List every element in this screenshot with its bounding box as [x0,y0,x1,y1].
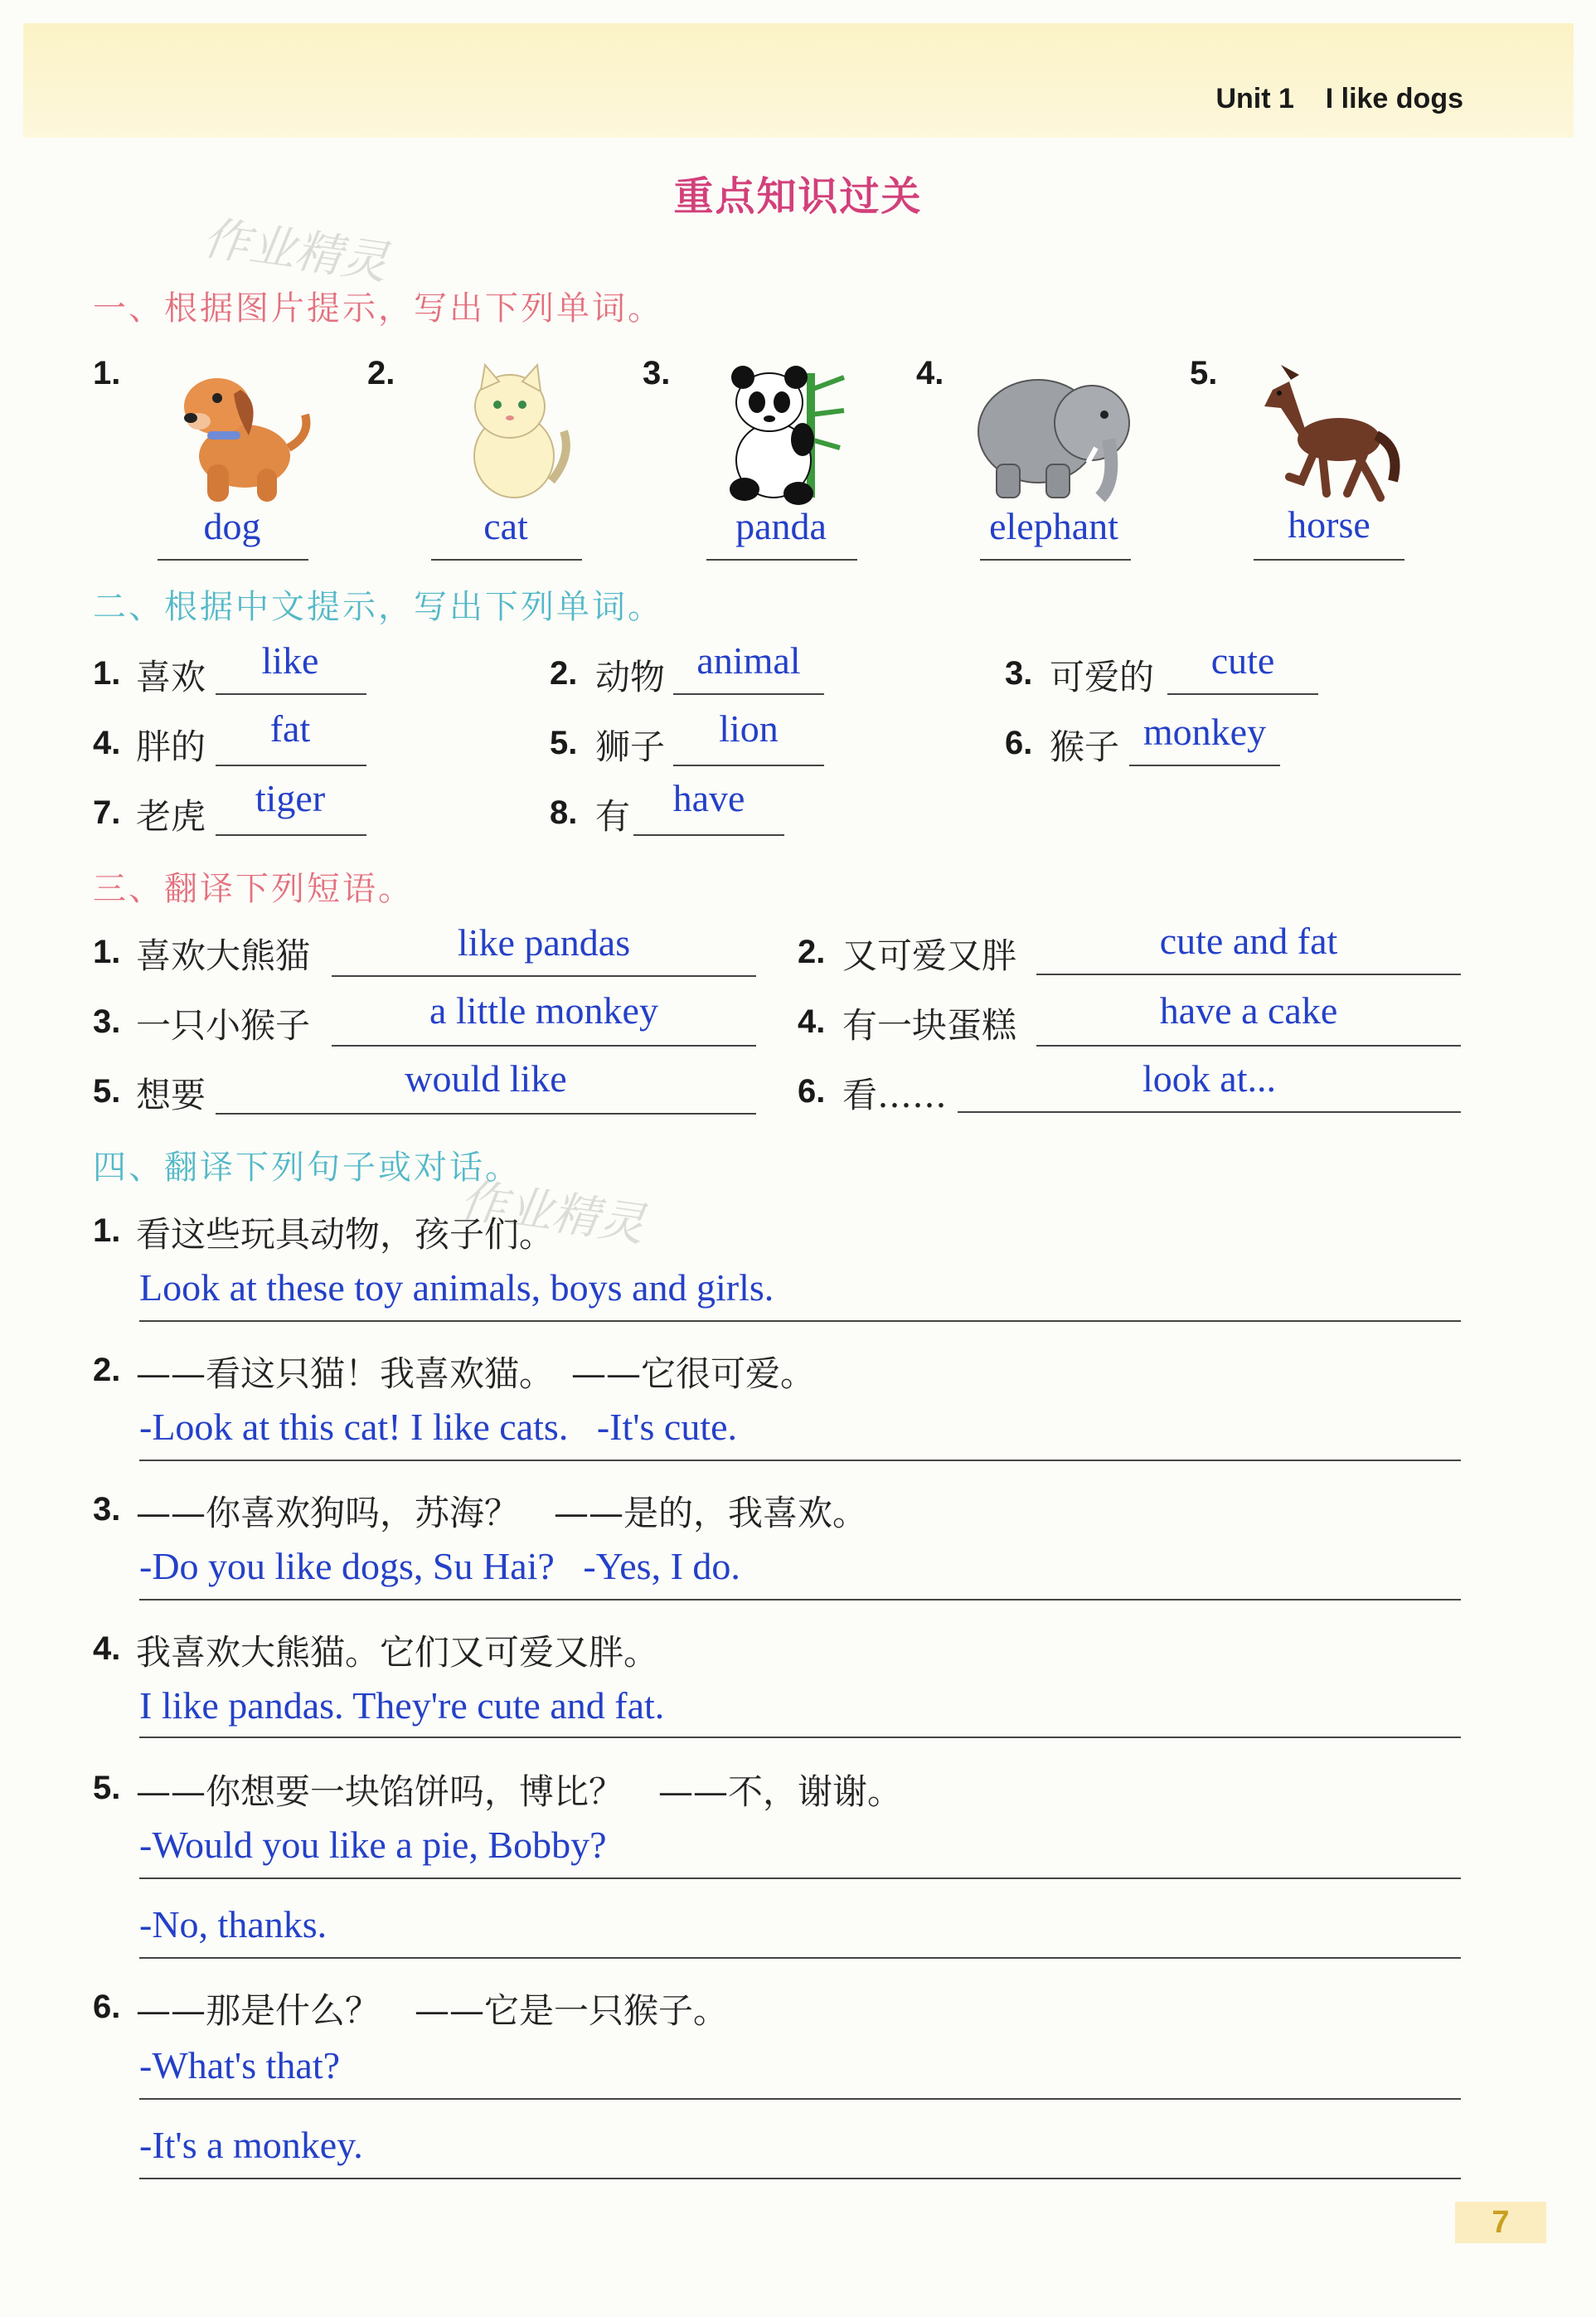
s3-num-3: 3. [93,1003,121,1040]
s1-answer-line-5 [1254,559,1404,561]
s1-num-5: 5. [1190,355,1218,391]
s3-line-2 [1036,974,1461,975]
s3-num-6: 6. [798,1073,826,1110]
s2-cn-5: 狮子 [595,726,666,767]
s4-line-6b [139,2178,1461,2179]
watermark: 作业精灵 [199,211,391,291]
unit-title: I like dogs [1325,83,1463,114]
s1-answer-1: dog [203,505,261,547]
s1-answer-5: horse [1288,503,1370,546]
s1-num-4: 4. [916,355,944,391]
s2-answer-7: tiger [255,777,326,819]
s3-num-5: 5. [93,1073,121,1110]
s3-line-3 [332,1045,756,1047]
s1-answer-2: cat [483,505,528,547]
s4-cn-2: ——看这只猫！我喜欢猫。 ——它很可爱。 [136,1353,816,1394]
s2-line-7 [216,834,366,836]
s2-answer-5: lion [719,707,779,750]
s4-cn-3: ——你喜欢狗吗，苏海？ ——是的，我喜欢。 [136,1493,868,1533]
s2-num-8: 8. [550,794,578,831]
s4-answer-5a: -Would you like a pie, Bobby? [139,1824,607,1866]
s3-answer-1: like pandas [457,921,631,964]
s4-line-2 [139,1460,1461,1461]
s4-cn-1: 看这些玩具动物，孩子们。 [136,1214,555,1255]
s3-num-1: 1. [93,934,121,970]
s2-num-4: 4. [93,725,121,761]
s2-answer-4: fat [269,707,311,750]
s4-cn-6: ——那是什么？ ——它是一只猴子。 [136,1990,729,2031]
s3-num-4: 4. [798,1003,826,1040]
s3-answer-4: have a cake [1159,989,1338,1032]
s2-num-5: 5. [550,725,578,761]
page-number: 7 [1455,2202,1546,2243]
s3-cn-4: 有一块蛋糕 [842,1005,1017,1046]
header-band [23,23,1574,138]
s2-line-3 [1167,693,1318,695]
s4-answer-6a: -What's that? [139,2044,341,2086]
s4-answer-3: -Do you like dogs, Su Hai? -Yes, I do. [139,1545,740,1587]
s2-line-6 [1129,765,1280,766]
s4-num-2: 2. [93,1352,121,1388]
s2-cn-6: 猴子 [1050,726,1120,767]
s2-line-4 [216,765,366,766]
dog-picture [166,357,315,506]
s4-num-6: 6. [93,1989,121,2025]
page-title: 重点知识过关 [673,173,923,220]
s3-cn-3: 一只小猴子 [136,1005,311,1046]
s4-line-6a [139,2098,1461,2100]
s1-answer-3: panda [735,505,827,547]
section-2-heading: 二、根据中文提示，写出下列单词。 [93,588,663,626]
s2-line-5 [673,765,824,766]
s3-cn-1: 喜欢大熊猫 [136,935,311,976]
s4-num-5: 5. [93,1770,121,1806]
section-1-heading: 一、根据图片提示，写出下列单词。 [93,289,663,328]
s4-line-3 [139,1599,1461,1601]
s3-line-4 [1036,1045,1461,1047]
s4-cn-5: ——你想要一块馅饼吗，博比？ ——不，谢谢。 [136,1771,903,1812]
s1-num-3: 3. [643,355,671,391]
s4-line-5a [139,1877,1461,1879]
horse-picture [1256,357,1405,506]
unit-label [1215,83,1463,115]
s1-num-2: 2. [367,355,395,391]
s4-answer-4: I like pandas. They're cute and fat. [139,1684,665,1727]
s2-cn-8: 有 [595,796,631,837]
s1-answer-line-2 [431,559,582,561]
cat-picture [448,357,580,506]
s3-line-6 [958,1111,1461,1113]
s1-answer-line-4 [980,559,1131,561]
s2-line-2 [673,693,824,695]
s1-answer-line-1 [158,559,308,561]
s2-num-1: 1. [93,655,121,692]
unit-number: Unit 1 [1215,83,1294,114]
s2-num-3: 3. [1005,655,1033,692]
s4-answer-6b: -It's a monkey. [139,2124,363,2166]
s3-answer-6: look at... [1142,1057,1276,1100]
s2-answer-1: like [261,639,319,682]
panda-picture [720,357,852,506]
s2-cn-1: 喜欢 [136,657,206,697]
s2-line-8 [633,834,784,836]
s2-num-6: 6. [1005,725,1033,761]
s4-line-1 [139,1320,1461,1322]
s3-line-5 [216,1113,756,1115]
s3-answer-3: a little monkey [429,989,658,1032]
s2-cn-3: 可爱的 [1050,657,1155,697]
s3-answer-2: cute and fat [1159,920,1338,962]
s4-num-3: 3. [93,1491,121,1528]
s3-line-1 [332,975,756,977]
s2-cn-4: 胖的 [136,726,206,767]
s3-num-2: 2. [798,934,826,970]
s2-line-1 [216,693,366,695]
section-4-heading: 四、翻译下列句子或对话。 [93,1149,521,1187]
s2-answer-2: animal [696,639,801,682]
elephant-picture [972,365,1138,506]
s1-num-1: 1. [93,355,121,391]
s2-num-7: 7. [93,794,121,831]
s2-cn-7: 老虎 [136,796,206,837]
s4-num-4: 4. [93,1630,121,1667]
s3-cn-6: 看…… [842,1075,948,1115]
s4-line-4 [139,1737,1461,1738]
s2-cn-2: 动物 [595,657,666,697]
s2-answer-8: have [672,777,745,819]
s4-line-5b [139,1957,1461,1959]
watermark-2: 作业精灵 [456,1173,648,1253]
s3-answer-5: would like [405,1057,567,1100]
section-3-heading: 三、翻译下列短语。 [93,870,414,908]
s2-answer-6: monkey [1142,711,1267,753]
s2-num-2: 2. [550,655,578,692]
s1-answer-line-3 [706,559,857,561]
s4-answer-2: -Look at this cat! I like cats. -It's cute. [139,1406,738,1448]
s2-answer-3: cute [1210,639,1275,682]
s4-answer-5b: -No, thanks. [139,1903,327,1945]
s4-answer-1: Look at these toy animals, boys and girls. [139,1266,774,1309]
s1-answer-4: elephant [989,505,1118,547]
s4-cn-4: 我喜欢大熊猫。它们又可爱又胖。 [136,1632,659,1673]
s4-num-1: 1. [93,1212,121,1249]
s3-cn-5: 想要 [136,1075,206,1115]
s3-cn-2: 又可爱又胖 [842,935,1017,976]
